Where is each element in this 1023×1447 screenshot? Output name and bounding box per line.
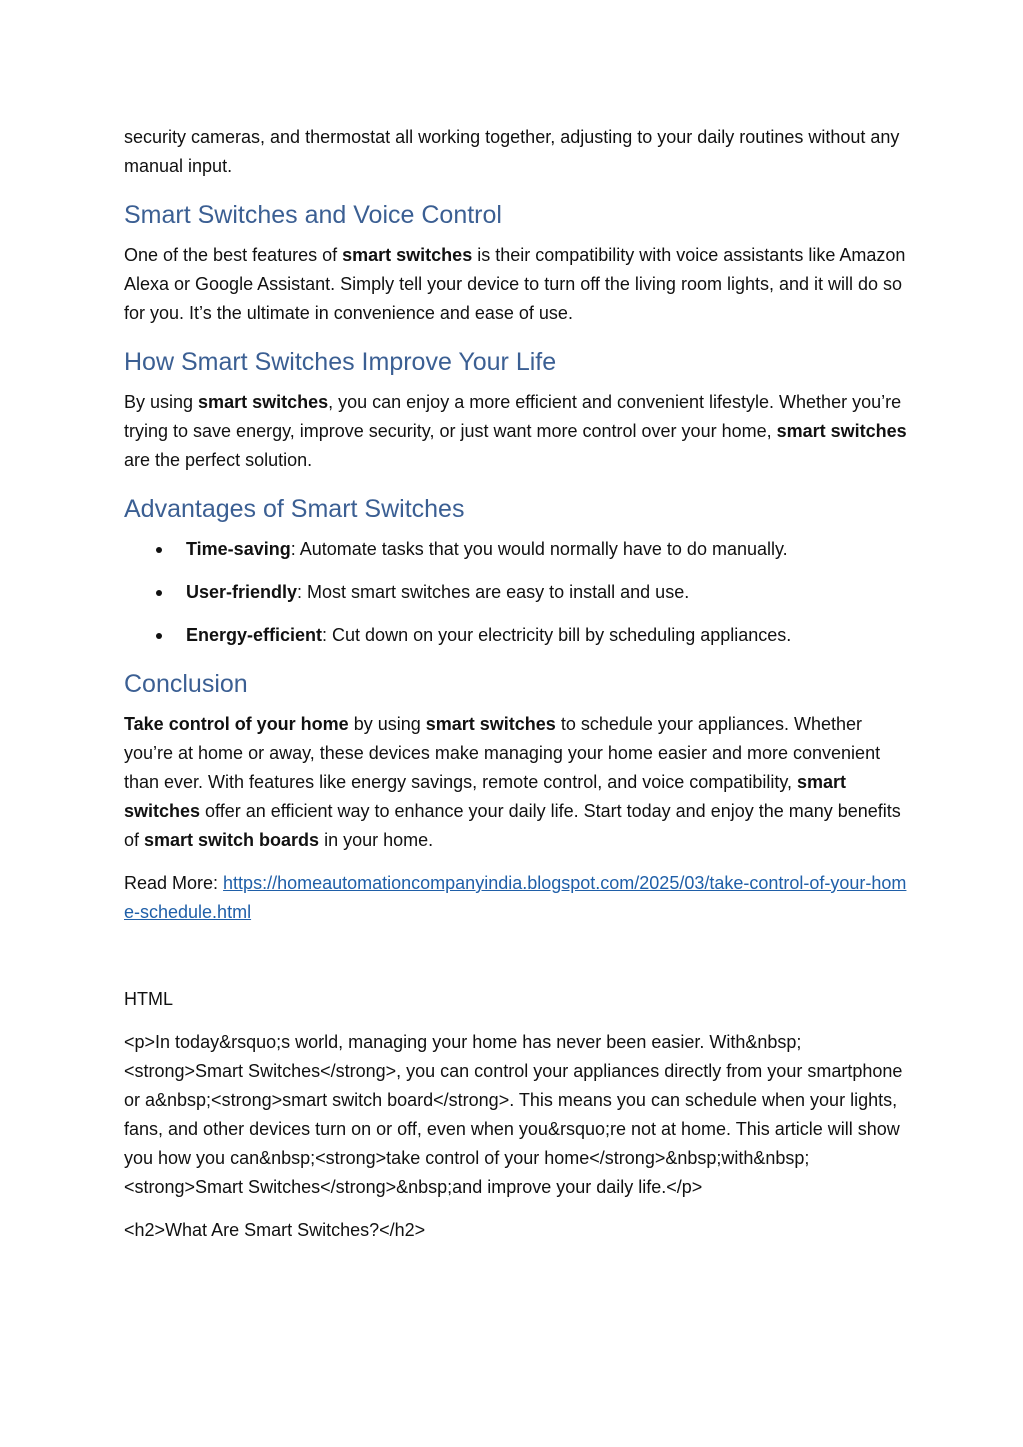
document-page [124,123,914,1259]
advantages-list [124,535,914,650]
heading-improve-life: How Smart Switches Improve Your Life [124,348,557,376]
read-more-label: Read More: [124,873,224,893]
improve-text-3: are the perfect solution. [124,450,313,470]
conclusion-text-2: to schedule your appliances. Whether you’re at home or away, these devices make managing your home easier and more convenient than ever. With features like energy savings, remote control, and voice compatibility, [124,714,881,792]
heading-conclusion: Conclusion [124,670,248,698]
improve-bold-2: smart switches [776,421,907,441]
conclusion-bold-2: smart switches [425,714,556,734]
read-more-link[interactable]: https://homeautomationcompanyindia.blogspot.com/2025/03/take-control-of-your-home-schedule.html [124,873,907,922]
improve-bold-1: smart switches [198,392,329,412]
code-heading-line: <h2>What Are Smart Switches?</h2> [124,1220,426,1240]
conclusion-text-4: in your home. [319,830,434,850]
advantage-term: Energy-efficient [186,625,323,645]
advantage-term: Time-saving [186,539,291,559]
list-item [124,621,914,650]
advantage-text: : Most smart switches are easy to install and use. [297,582,690,602]
improve-paragraph [124,388,914,475]
conclusion-text-3: offer an efficient way to enhance your daily life. Start today and enjoy the many benefits of [124,801,901,850]
conclusion-bold-4: smart switch boards [144,830,320,850]
advantage-text: : Cut down on your electricity bill by scheduling appliances. [322,625,792,645]
code-paragraph: <p>In today&rsquo;s world, managing your home has never been easier. With&nbsp;<strong>Smart Switches</strong>, you can control your appliances directly from your smartphone or a&nbsp;<strong>smart switch board</strong>. This means you can schedule when your lights, fans, and other devices turn on or off, even when you&rsquo;re not at home. This article will show you how you can&nbsp;<strong>take control of your home</strong>&nbsp;with&nbsp;<strong>Smart Switches</strong>&nbsp;and improve your daily life.</p> [124,1032,903,1197]
conclusion-text-1: by using [348,714,426,734]
conclusion-paragraph [124,710,914,855]
code-label: HTML [124,989,173,1009]
heading-advantages: Advantages of Smart Switches [124,495,465,523]
list-item [124,578,914,607]
bullet-icon [156,590,162,596]
read-more-paragraph [124,869,914,927]
spacer [124,941,914,985]
advantage-term: User-friendly [186,582,298,602]
voice-bold-1: smart switches [342,245,473,265]
bullet-icon [156,633,162,639]
code-section [124,985,914,1245]
voice-text-2: is their compatibility with voice assistants like Amazon Alexa or Google Assistant. Simply tell your device to turn off the living room lights, and it will do so for you. It’s the ultimate in convenience and ease of use. [124,245,906,323]
improve-text-1: By using [124,392,199,412]
bullet-icon [156,547,162,553]
conclusion-bold-1: Take control of your home [124,714,349,734]
improve-text-2: , you can enjoy a more efficient and convenient lifestyle. Whether you’re trying to save energy, improve security, or just want more control over your home, [124,392,902,441]
advantage-text: : Automate tasks that you would normally have to do manually. [290,539,788,559]
list-item [124,535,914,564]
voice-text-1: One of the best features of [124,245,343,265]
conclusion-bold-3: smart switches [124,772,847,821]
intro-continuation: security cameras, and thermostat all working together, adjusting to your daily routines without any manual input. [124,127,900,176]
heading-voice-control: Smart Switches and Voice Control [124,201,502,229]
voice-paragraph [124,241,914,328]
